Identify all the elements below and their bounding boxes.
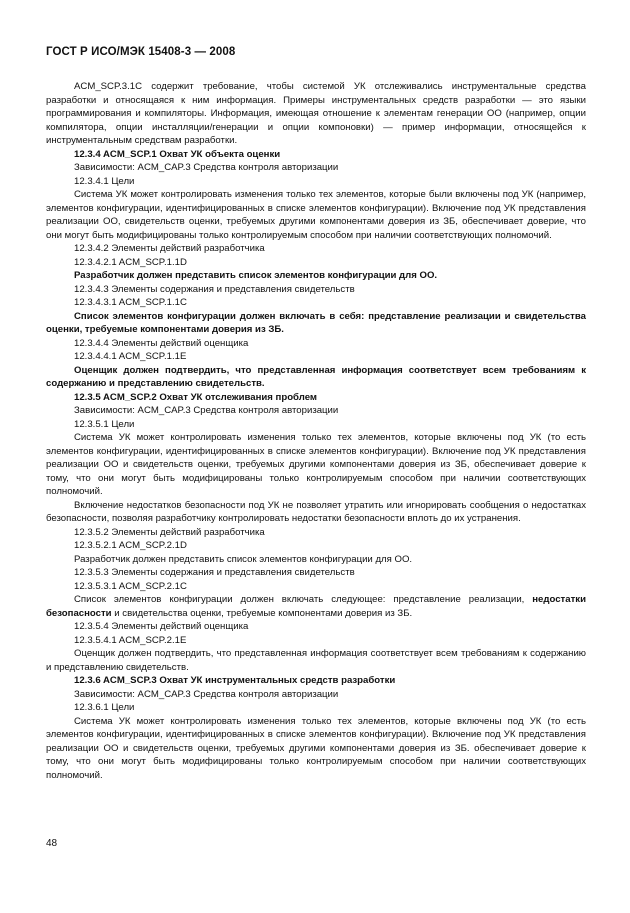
body-paragraph: Зависимости: ACM_CAP.3 Средства контроля авторизации (74, 162, 339, 173)
body-paragraph: 12.3.5.2.1 ACM_SCP.2.1D (74, 540, 187, 551)
text-run: и свидетельства оценки, требуемые компонентами доверия из ЗБ. (111, 607, 413, 619)
body-paragraph: Система УК может контролировать изменения только тех элементов, которые включены под УК (то есть элементов конфигурации, идентифицированных в списке элементов конфигурации). Включение под УК представления реализации ОО и свидетельств оценки, требуемых другими компонентами доверия из ЗБ, обеспечивает доверие к тому, что они могут быть модифицированы только контролируемым способом при наличии соответствующих полномочий. (46, 432, 586, 497)
section-heading-paragraph: Список элементов конфигурации должен включать в себя: представление реализации и свидетельства оценки, требуемые компонентами доверия из ЗБ. (46, 310, 586, 335)
body-paragraph: 12.3.5.4 Элементы действий оценщика (74, 621, 249, 632)
body-paragraph: Включение недостатков безопасности под УК не позволяет утратить или игнорировать сообщения о недостатках безопасности, позволяя разработчику контролировать недостатки безопасности вплоть до их устранения. (46, 499, 586, 524)
body-paragraph (46, 593, 586, 620)
section-heading-paragraph: Оценщик должен подтвердить, что представленная информация соответствует всем требованиям к содержанию и представлению свидетельств. (46, 364, 586, 389)
body-paragraph: 12.3.5.1 Цели (74, 418, 135, 430)
body-paragraph: 12.3.6.1 Цели (74, 702, 135, 713)
page-number: 48 (46, 838, 58, 849)
body-paragraph: 12.3.5.3.1 ACM_SCP.2.1C (74, 580, 187, 592)
body-paragraph: 12.3.5.3 Элементы содержания и представления свидетельств (74, 567, 355, 578)
section-heading-paragraph: 12.3.5 ACM_SCP.2 Охват УК отслеживания проблем (74, 391, 318, 403)
section-heading-paragraph: 12.3.4 ACM_SCP.1 Охват УК объекта оценки (74, 148, 281, 160)
body-paragraph: 12.3.4.2 Элементы действий разработчика (74, 243, 265, 254)
body-paragraph: Оценщик должен подтвердить, что представленная информация соответствует всем требованиям к содержанию и представлению свидетельств. (46, 648, 586, 673)
page-header: ГОСТ Р ИСО/МЭК 15408-3 — 2008 (46, 46, 236, 58)
body-paragraph: 12.3.5.2 Элементы действий разработчика (74, 526, 265, 538)
body-paragraph: Система УК может контролировать изменения только тех элементов, которые были включены под УК (например, элементов конфигурации, идентифицированных в списке элементов конфигурации). Включение под УК представления реализации ОО, свидетельств оценки, требуемых другими компонентами доверия из ЗБ, обеспечивает доверие, что они могут быть модифицированы только контролируемым способом при наличии соответствующих полномочий. (46, 189, 586, 241)
body-paragraph: 12.3.4.3.1 ACM_SCP.1.1C (74, 297, 187, 308)
body-paragraph: 12.3.4.4 Элементы действий оценщика (74, 337, 249, 349)
document-body (46, 80, 586, 782)
body-paragraph: Зависимости: ACM_CAP.3 Средства контроля авторизации (74, 405, 339, 416)
body-paragraph: 12.3.4.1 Цели (74, 175, 135, 187)
body-paragraph: Система УК может контролировать изменения только тех элементов, которые включены под УК (то есть элементов конфигурации, идентифицированных в списке элементов конфигурации). Включение под УК представления реализации ОО и свидетельств оценки, требуемых другими компонентами доверия из ЗБ. обеспечивает доверие к тому, что они могут быть модифицированы только контролируемым способом при наличии соответствующих полномочий. (46, 715, 586, 781)
text-run: Список элементов конфигурации должен включать следующее: представление реализации, (74, 594, 533, 605)
body-paragraph: 12.3.4.2.1 ACM_SCP.1.1D (74, 256, 187, 268)
body-paragraph: 12.3.5.4.1 ACM_SCP.2.1E (74, 634, 187, 646)
body-paragraph: Зависимости: ACM_CAP.3 Средства контроля авторизации (74, 688, 339, 700)
section-heading-paragraph: 12.3.6 ACM_SCP.3 Охват УК инструментальных средств разработки (74, 675, 396, 686)
body-paragraph: 12.3.4.3 Элементы содержания и представления свидетельств (74, 283, 355, 295)
section-heading-paragraph: Разработчик должен представить список элементов конфигурации для ОО. (74, 270, 438, 281)
body-paragraph: 12.3.4.4.1 ACM_SCP.1.1E (74, 351, 187, 362)
body-paragraph: Разработчик должен представить список элементов конфигурации для ОО. (74, 553, 413, 565)
bold-phrase: недостатки безопасности (46, 594, 586, 619)
body-paragraph: ACM_SCP.3.1С содержит требование, чтобы системой УК отслеживались инструментальные средства разработки и относящаяся к ним информация. Примеры инструментальных средств разработки — это языки программирования и компиляторы. Информация, имеющая отношение к элементам генерации ОО (например, опции компилятора, опции инсталляции/генерации и опции компоновки) — пример информации, относящейся к инструментальным средствам разработки. (46, 81, 586, 146)
